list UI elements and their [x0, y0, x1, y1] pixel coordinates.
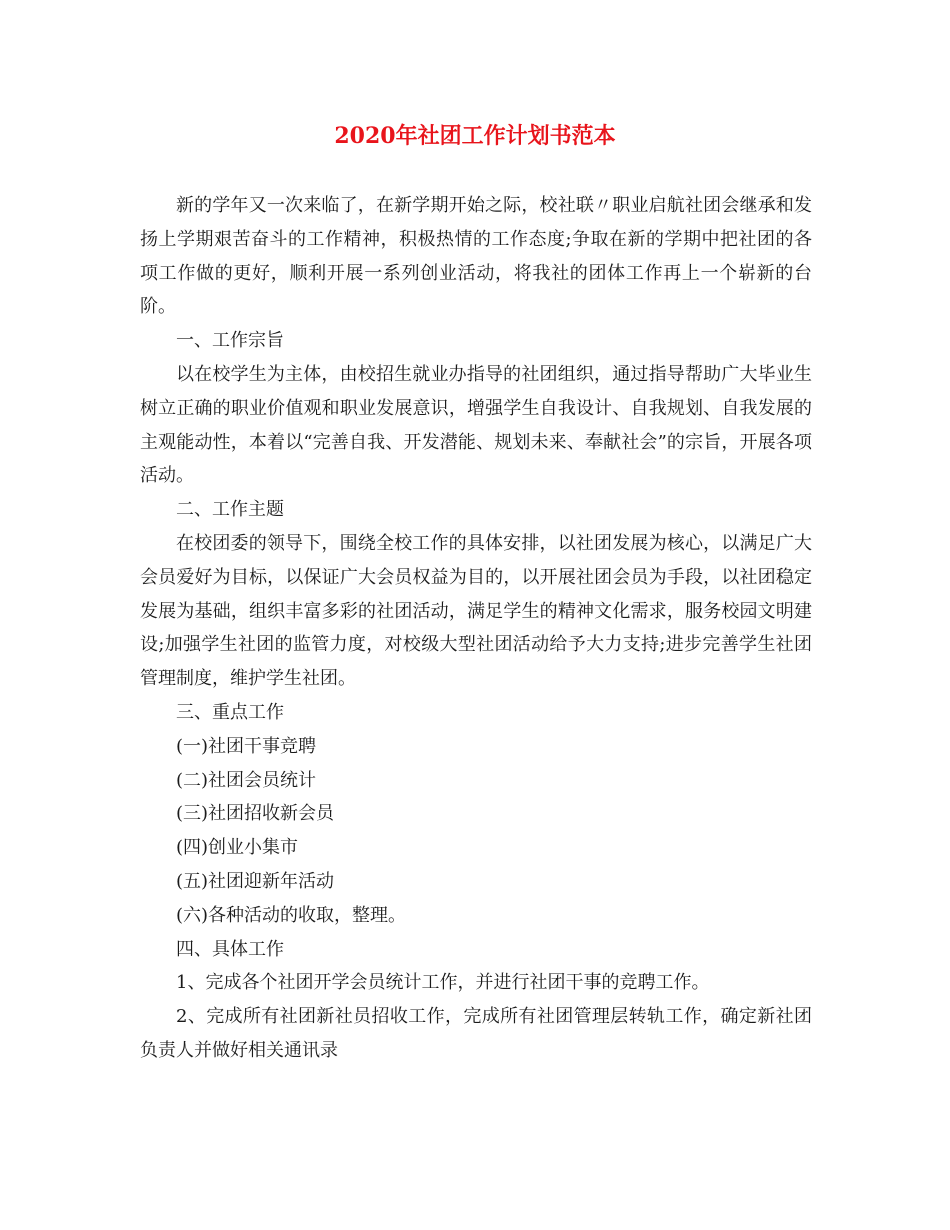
- purpose-paragraph: 以在校学生为主体，由校招生就业办指导的社团组织，通过指导帮助广大毕业生树立正确的职业价值观和职业发展意识，增强学生自我设计、自我规划、自我发展的主观能动性，本着以“完善自我、开发潜能、规划未来、奉献社会”的宗旨，开展各项活动。: [140, 363, 812, 487]
- theme-paragraph: 在校团委的领导下，围绕全校工作的具体安排，以社团发展为核心，以满足广大会员爱好为目标，以保证广大会员权益为目的，以开展社团会员为手段，以社团稳定发展为基础，组织丰富多彩的社团活动，满足学生的精神文化需求，服务校园文明建设;加强学生社团的监管力度，对校级大型社团活动给予大力支持;进步完善学生社团管理制度，维护学生社团。: [140, 532, 812, 690]
- key-work-item: (二)社团会员统计: [176, 769, 317, 791]
- key-work-item: (六)各种活动的收取，整理。: [176, 904, 407, 926]
- key-work-item: (四)创业小集市: [176, 837, 299, 859]
- specific-work-item: 2、完成所有社团新社员招收工作，完成所有社团管理层转轨工作，确定新社团负责人并做好相关通讯录: [140, 1006, 812, 1061]
- section-heading-purpose: 一、工作宗旨: [176, 330, 284, 352]
- key-work-item: (三)社团招收新会员: [176, 803, 335, 825]
- key-work-item: (一)社团干事竞聘: [176, 735, 317, 757]
- section-heading-key-work: 三、重点工作: [176, 701, 284, 723]
- section-heading-theme: 二、工作主题: [176, 499, 284, 521]
- specific-work-item: 1、完成各个社团开学会员统计工作，并进行社团干事的竞聘工作。: [176, 972, 710, 994]
- document-body: [140, 189, 812, 1068]
- document-title: 2020年社团工作计划书范本: [334, 123, 616, 149]
- section-heading-specific-work: 四、具体工作: [176, 938, 284, 960]
- key-work-item: (五)社团迎新年活动: [176, 870, 335, 892]
- intro-paragraph: 新的学年又一次来临了，在新学期开始之际，校社联〃职业启航社团会继承和发扬上学期艰苦奋斗的工作精神，积极热情的工作态度;争取在新的学期中把社团的各项工作做的更好，顺利开展一系列创业活动，将我社的团体工作再上一个崭新的台阶。: [140, 195, 812, 318]
